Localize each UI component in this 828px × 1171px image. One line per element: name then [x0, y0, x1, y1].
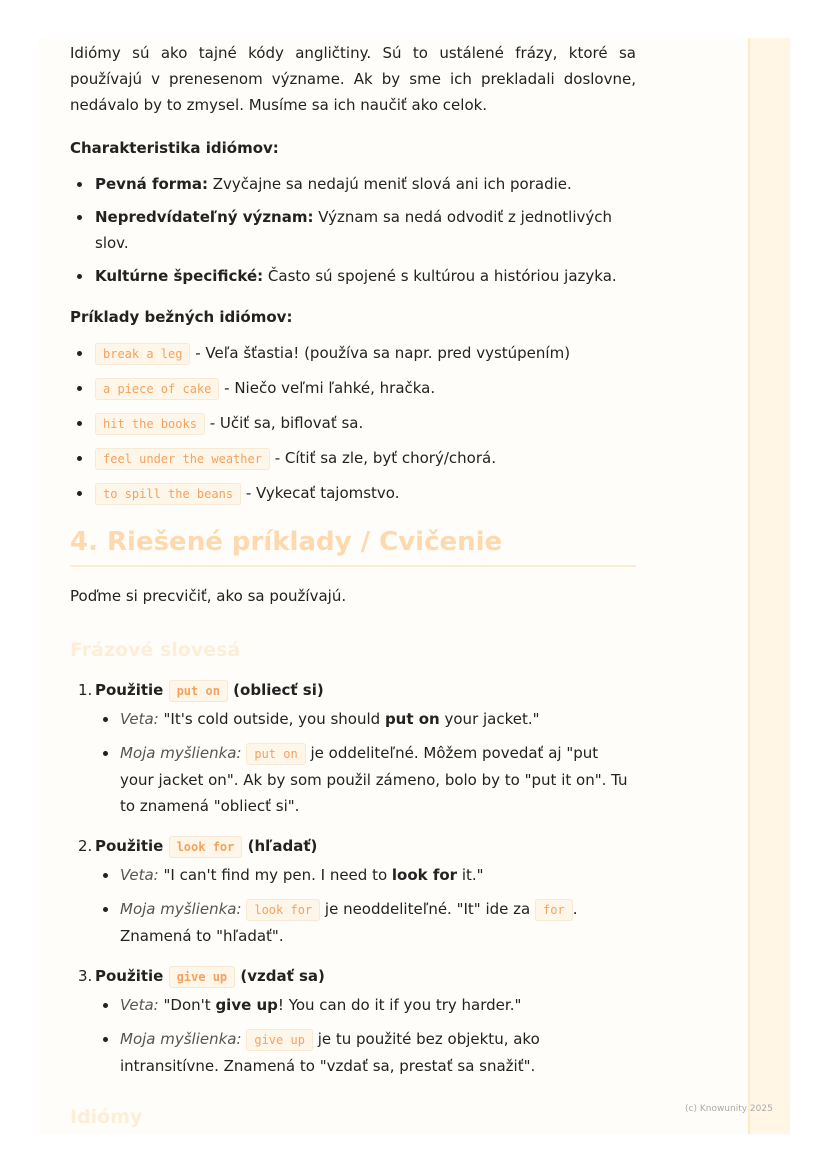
sentence-item: [95, 862, 636, 888]
verb-code: put on: [169, 680, 228, 702]
exercise-item: [70, 833, 636, 949]
thought-item: [95, 896, 636, 949]
thought-text: je neoddeliteľné. "It" ide za: [320, 900, 535, 918]
exercise-number: 1.: [78, 681, 93, 699]
sentence-text: your jacket.": [439, 710, 540, 728]
idiom-code: hit the books: [95, 413, 205, 435]
sentence-label: Veta:: [120, 866, 159, 884]
section-title: 4. Riešené príklady / Cvičenie: [70, 529, 636, 567]
side-strip: [748, 38, 790, 1134]
sentence-item: [95, 992, 636, 1018]
item-text: Často sú spojené s kultúrou a históriou jazyka.: [263, 267, 617, 285]
exercise-item: [70, 677, 636, 819]
thought-text: je tu použité bez objektu, ako intransitívne. Znamená to "vzdať sa, prestať sa snažiť".: [120, 1030, 540, 1075]
sentence-text: ! You can do it if you try harder.": [277, 996, 522, 1014]
exercise-number: 2.: [78, 837, 93, 855]
side-divider: [748, 38, 750, 1134]
item-text: Zvyčajne sa nedajú meniť slová ani ich poradie.: [207, 175, 572, 193]
idiom-code: a piece of cake: [95, 378, 219, 400]
sentence-text: "I can't find my pen. I need to: [158, 866, 392, 884]
idioms-list: [70, 340, 636, 507]
idiom-meaning: - Cítiť sa zle, byť chorý/chorá.: [269, 449, 496, 467]
list-item: [70, 340, 636, 367]
exercise-title: [95, 677, 636, 704]
sentence-bold: put on: [384, 710, 440, 728]
sentence-text: "Don't: [158, 996, 216, 1014]
idiom-meaning: - Učiť sa, biflovať sa.: [204, 414, 364, 432]
item-term: Pevná forma:: [95, 175, 208, 193]
exercise-details: [95, 862, 636, 949]
item-term: Nepredvídateľný význam:: [95, 208, 314, 226]
document-content: [70, 40, 636, 1093]
sentence-item: [95, 706, 636, 732]
list-item: [70, 410, 636, 437]
idiom-meaning: - Vykecať tajomstvo.: [241, 484, 400, 502]
idiom-meaning: - Veľa šťastia! (používa sa napr. pred vystúpením): [190, 344, 571, 362]
thought-text: . Znamená to "hľadať".: [120, 900, 578, 945]
list-item: [70, 171, 636, 197]
item-text: Význam sa nedá odvodiť z jednotlivých slov.: [95, 208, 612, 252]
exercise-title: [95, 963, 636, 990]
idiom-code: to spill the beans: [95, 483, 241, 505]
list-item: [70, 445, 636, 472]
next-section-heading: Idiómy: [70, 1106, 143, 1128]
list-item: [70, 480, 636, 507]
section-lead: Poďme si precvičiť, ako sa používajú.: [70, 587, 347, 605]
exercise-title: [95, 833, 636, 860]
exercise-number: 3.: [78, 967, 93, 985]
intro-paragraph: Idiómy sú ako tajné kódy angličtiny. Sú to ustálené frázy, ktoré sa používajú v prenesenom význame. Ak by sme ich prekladali doslovne, nedávalo by to zmysel. Musíme sa ich naučiť ako celok.: [70, 44, 636, 114]
verb-code: put on: [246, 743, 305, 765]
item-term: Kultúrne špecifické:: [95, 267, 264, 285]
verb-code: for: [535, 899, 573, 921]
sentence-label: Veta:: [120, 710, 159, 728]
characteristics-heading: Charakteristika idiómov:: [70, 139, 279, 157]
copyright-text: (c) Knowunity 2025: [685, 1104, 773, 1114]
exercise-list: [70, 677, 636, 1079]
subsection-heading: Frázové slovesá: [70, 639, 241, 661]
idiom-code: break a leg: [95, 343, 190, 365]
exercise-item: [70, 963, 636, 1079]
idiom-meaning: - Niečo veľmi ľahké, hračka.: [219, 379, 436, 397]
thought-item: [95, 740, 636, 819]
sentence-text: "It's cold outside, you should: [158, 710, 385, 728]
thought-text: je oddeliteľné. Môžem povedať aj "put your jacket on". Ak by som použil zámeno, bolo by to "put it on". Tu to znamená "obliecť si".: [120, 744, 628, 815]
verb-code: give up: [169, 966, 236, 988]
idiom-code: feel under the weather: [95, 448, 270, 470]
verb-code: look for: [169, 836, 243, 858]
exercise-prefix: Použitie: [95, 837, 164, 855]
verb-code: look for: [246, 899, 320, 921]
thought-label: Moja myšlienka:: [120, 744, 242, 762]
sentence-label: Veta:: [120, 996, 159, 1014]
thought-item: [95, 1026, 636, 1079]
exercise-gloss: (obliecť si): [233, 681, 324, 699]
sentence-text: it.": [457, 866, 484, 884]
characteristics-list: [70, 171, 636, 289]
exercise-details: [95, 992, 636, 1079]
exercise-details: [95, 706, 636, 819]
sentence-bold: give up: [215, 996, 278, 1014]
thought-label: Moja myšlienka:: [120, 900, 242, 918]
exercise-gloss: (hľadať): [247, 837, 318, 855]
list-item: [70, 204, 636, 256]
list-item: [70, 263, 636, 289]
thought-label: Moja myšlienka:: [120, 1030, 242, 1048]
exercise-gloss: (vzdať sa): [240, 967, 325, 985]
sentence-bold: look for: [391, 866, 458, 884]
list-item: [70, 375, 636, 402]
examples-heading: Príklady bežných idiómov:: [70, 308, 293, 326]
exercise-prefix: Použitie: [95, 681, 164, 699]
exercise-prefix: Použitie: [95, 967, 164, 985]
verb-code: give up: [246, 1029, 313, 1051]
